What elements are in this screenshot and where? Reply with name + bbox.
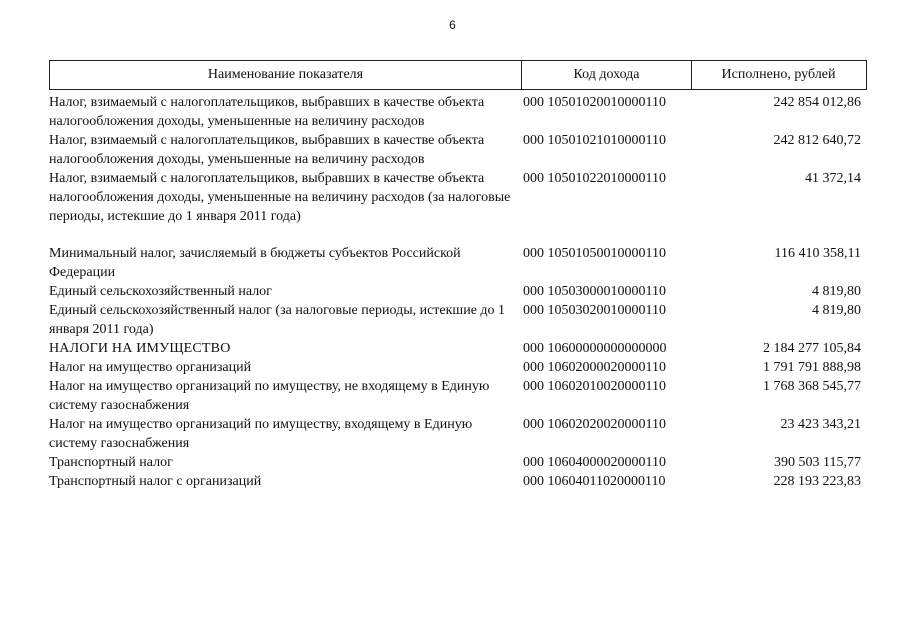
row-code: 000 10503000010000110 [523, 284, 666, 299]
row-name: Налог, взимаемый с налогоплательщиков, выбравших в качестве объекта налогообложения доходы, уменьшенные на величину расходов [49, 95, 485, 129]
row-value: 242 854 012,86 [773, 95, 861, 110]
row-name: Налог на имущество организаций по имуществу, входящему в Единую систему газоснабжения [49, 417, 473, 451]
table-row [49, 282, 867, 301]
table-header [49, 60, 867, 90]
revenue-table [49, 60, 867, 491]
row-value: 23 423 343,21 [780, 417, 861, 432]
table-row [49, 339, 867, 358]
row-value: 390 503 115,77 [774, 455, 861, 470]
row-name: Налог, взимаемый с налогоплательщиков, выбравших в качестве объекта налогообложения доходы, уменьшенные на величину расходов [49, 133, 485, 167]
row-code: 000 10602000020000110 [523, 360, 666, 375]
row-name: НАЛОГИ НА ИМУЩЕСТВО [49, 341, 231, 356]
table-row [49, 472, 867, 491]
row-value: 1 768 368 545,77 [763, 379, 861, 394]
table-row [49, 377, 867, 415]
row-value: 116 410 358,11 [774, 246, 861, 261]
row-code: 000 10602020020000110 [523, 417, 666, 432]
table-row [49, 358, 867, 377]
row-value: 228 193 223,83 [773, 474, 861, 489]
row-name: Налог, взимаемый с налогоплательщиков, выбравших в качестве объекта налогообложения доходы, уменьшенные на величину расходов (за налоговые периоды, истекшие до 1 января 2011 года) [49, 171, 511, 224]
table-row [49, 453, 867, 472]
row-code: 000 10600000000000000 [523, 341, 667, 356]
table-row [49, 415, 867, 453]
row-value: 242 812 640,72 [773, 133, 861, 148]
row-name: Налог на имущество организаций [49, 360, 252, 375]
table-row [49, 301, 867, 339]
row-code: 000 10501020010000110 [523, 95, 666, 110]
row-code: 000 10501022010000110 [523, 171, 666, 186]
header-value: Исполнено, рублей [721, 67, 836, 82]
row-code: 000 10604000020000110 [523, 455, 666, 470]
table-body [49, 93, 867, 491]
header-code: Код дохода [522, 61, 692, 89]
row-name: Транспортный налог [49, 455, 173, 470]
row-code: 000 10501050010000110 [523, 246, 666, 261]
row-name: Транспортный налог с организаций [49, 474, 262, 489]
row-value: 4 819,80 [812, 303, 861, 318]
header-name: Наименование показателя [50, 61, 522, 89]
row-spacer [49, 226, 867, 244]
row-value: 41 372,14 [805, 171, 861, 186]
row-name: Налог на имущество организаций по имуществу, не входящему в Единую систему газоснабжения [49, 379, 490, 413]
row-value: 1 791 791 888,98 [763, 360, 861, 375]
row-code: 000 10604011020000110 [523, 474, 666, 489]
row-code: 000 10503020010000110 [523, 303, 666, 318]
row-name: Единый сельскохозяйственный налог (за налоговые периоды, истекшие до 1 января 2011 года) [49, 303, 506, 337]
row-code: 000 10602010020000110 [523, 379, 666, 394]
row-name: Минимальный налог, зачисляемый в бюджеты субъектов Российской Федерации [49, 246, 461, 280]
row-value: 4 819,80 [812, 284, 861, 299]
table-row [49, 244, 867, 282]
row-code: 000 10501021010000110 [523, 133, 666, 148]
row-name: Единый сельскохозяйственный налог [49, 284, 272, 299]
table-row [49, 131, 867, 169]
table-row [49, 169, 867, 226]
table-row [49, 93, 867, 131]
page-number: 6 [449, 18, 456, 32]
row-value: 2 184 277 105,84 [763, 341, 861, 356]
